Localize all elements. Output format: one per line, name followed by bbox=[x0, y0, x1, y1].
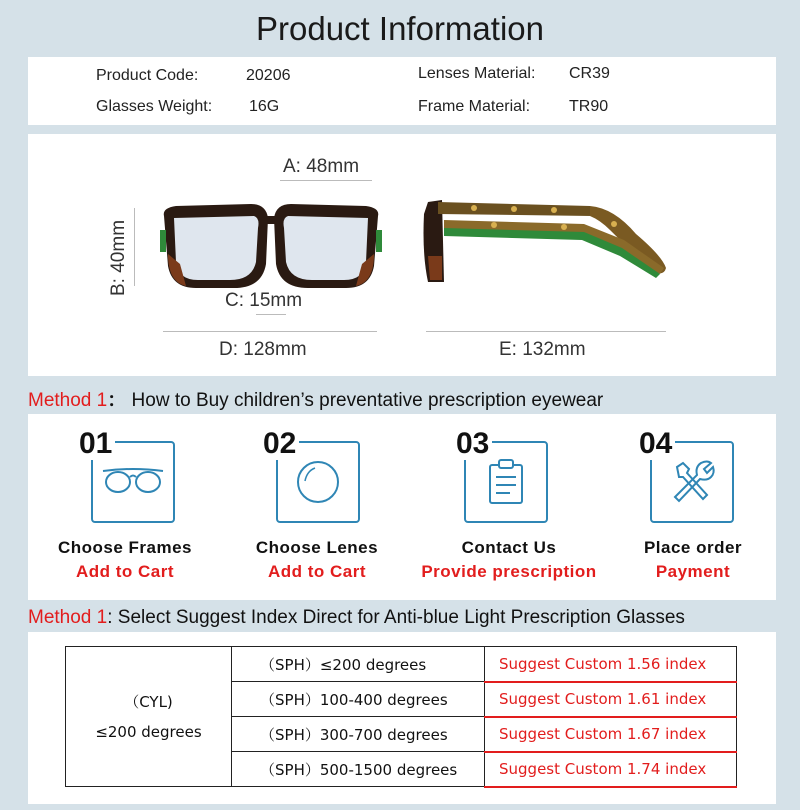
dimension-a-label: A: 48mm bbox=[283, 156, 360, 177]
dimension-c-line bbox=[256, 314, 286, 315]
glasses-front-image bbox=[156, 194, 386, 294]
index-table-panel bbox=[28, 632, 776, 804]
suggest-cell: Suggest Custom 1.56 index bbox=[485, 647, 737, 682]
method-1-text: How to Buy children’s preventative prescription eyewear bbox=[126, 390, 604, 411]
glasses-side-image bbox=[414, 194, 674, 284]
sph-cell: （SPH）300-700 degrees bbox=[232, 717, 485, 752]
step-2 bbox=[222, 414, 412, 600]
index-table bbox=[65, 646, 737, 788]
frame-material-value: TR90 bbox=[569, 98, 609, 115]
product-info-panel bbox=[28, 57, 776, 125]
method-2-text: : Select Suggest Index Direct for Anti-blue Light Prescription Glasses bbox=[107, 607, 685, 628]
lens-icon bbox=[293, 457, 343, 507]
sph-cell: （SPH）≤200 degrees bbox=[232, 647, 485, 682]
tools-icon bbox=[667, 457, 717, 507]
glasses-icon bbox=[101, 465, 165, 499]
frame-material-label: Frame Material: bbox=[418, 98, 531, 115]
method-1-colon: ： bbox=[107, 390, 127, 411]
clipboard-icon bbox=[486, 457, 526, 507]
suggest-cell: Suggest Custom 1.61 index bbox=[485, 682, 737, 717]
page-title: Product Information bbox=[256, 10, 544, 47]
suggest-cell: Suggest Custom 1.67 index bbox=[485, 717, 737, 752]
step-1 bbox=[30, 414, 220, 600]
dimension-e-label: E: 132mm bbox=[499, 339, 586, 360]
steps-panel bbox=[28, 414, 776, 600]
suggest-cell: Suggest Custom 1.74 index bbox=[485, 752, 737, 787]
lenses-material-value: CR39 bbox=[569, 65, 610, 82]
step-3-title: Contact Us bbox=[461, 538, 557, 557]
method-2-prefix: Method 1 bbox=[28, 607, 108, 628]
weight-label: Glasses Weight: bbox=[96, 98, 213, 115]
step-1-action: Add to Cart bbox=[75, 562, 175, 581]
sph-cell: （SPH）100-400 degrees bbox=[232, 682, 485, 717]
step-2-action: Add to Cart bbox=[267, 562, 367, 581]
product-code-label: Product Code: bbox=[96, 67, 199, 84]
step-1-number: 01 bbox=[76, 428, 115, 460]
dimension-d-line bbox=[163, 331, 377, 332]
dimension-e-line bbox=[426, 331, 666, 332]
dimension-d-label: D: 128mm bbox=[219, 339, 307, 360]
dimension-c-label: C: 15mm bbox=[225, 290, 303, 311]
product-code-value: 20206 bbox=[246, 67, 291, 84]
dimension-b-line bbox=[134, 208, 135, 286]
step-2-title: Choose Lenes bbox=[255, 538, 379, 557]
dimension-b-label: B: 40mm bbox=[108, 219, 129, 296]
method-2-heading bbox=[28, 607, 685, 629]
lenses-material-label: Lenses Material: bbox=[418, 65, 536, 82]
weight-value: 16G bbox=[249, 98, 280, 115]
step-4-action: Payment bbox=[655, 562, 731, 581]
cyl-label: （CYL) bbox=[124, 692, 173, 711]
dimensions-panel bbox=[28, 134, 776, 376]
step-2-number: 02 bbox=[260, 428, 299, 460]
step-4-title: Place order bbox=[643, 538, 743, 557]
step-4 bbox=[598, 414, 788, 600]
step-3-number: 03 bbox=[453, 428, 492, 460]
method-1-heading bbox=[28, 385, 603, 412]
table-row bbox=[66, 647, 737, 682]
step-3-action: Provide prescription bbox=[421, 562, 597, 581]
cyl-value: ≤200 degrees bbox=[95, 722, 202, 741]
step-4-number: 04 bbox=[636, 428, 675, 460]
method-1-prefix: Method 1 bbox=[28, 390, 108, 411]
step-3 bbox=[416, 414, 606, 600]
step-1-title: Choose Frames bbox=[57, 538, 193, 557]
cyl-cell bbox=[66, 647, 232, 787]
sph-cell: （SPH）500-1500 degrees bbox=[232, 752, 485, 787]
dimension-a-line bbox=[280, 180, 372, 181]
